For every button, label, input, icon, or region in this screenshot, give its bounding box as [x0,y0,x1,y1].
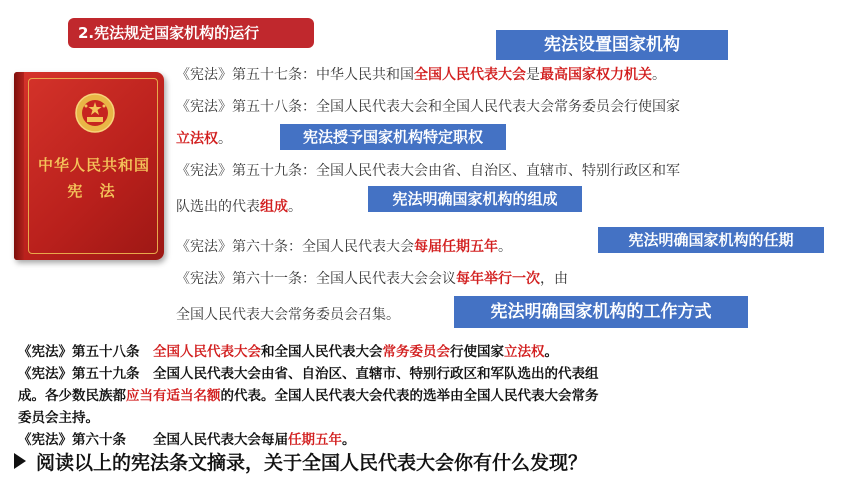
article-57-highlight-npc: 全国人民代表大会 [414,67,526,83]
article-57-prefix: 《宪法》第五十七条：中华人民共和国 [176,67,414,83]
article-60 [176,236,512,256]
tag-composition: 宪法明确国家机构的组成 [368,186,582,212]
summary-l1-legislative-power: 立法权 [504,344,545,360]
bullet-arrow-icon [14,453,26,469]
article-58-line-1: 《宪法》第五十八条：全国人民代表大会和全国人民代表大会常务委员会行使国家 [176,99,680,115]
article-57-mid: 是 [526,67,540,83]
summary-l1-end: 。 [544,344,558,360]
tag-term: 宪法明确国家机构的任期 [598,227,824,253]
book-spine [14,72,24,260]
book-subtitle: 宪 法 [67,182,121,200]
article-57-highlight-power: 最高国家权力机关 [540,67,652,83]
summary-l5-a: 《宪法》第六十条 全国人民代表大会每届 [18,432,288,448]
summary-l5-term: 任期五年 [288,432,342,448]
summary-line-5 [18,428,356,448]
summary-line-1 [18,340,558,360]
book-title: 中华人民共和国 [37,156,150,174]
summary-l1-npc: 全国人民代表大会 [153,344,261,360]
article-59-end: 。 [288,199,302,215]
article-59-line-1: 《宪法》第五十九条：全国人民代表大会由省、自治区、直辖市、特别行政区和军 [176,163,680,179]
summary-line-2: 《宪法》第五十九条 全国人民代表大会由省、自治区、直辖市、特别行政区和军队选出的代表组 [18,366,599,382]
article-61-line-2: 全国人民代表大会常务委员会召集。 [176,307,400,323]
discussion-question: 阅读以上的宪法条文摘录，关于全国人民代表大会你有什么发现？ [36,452,588,474]
article-57-end: 。 [652,67,666,83]
national-emblem-icon [74,92,116,134]
summary-l5-end: 。 [342,432,356,448]
tag-grant-powers: 宪法授予国家机构特定职权 [280,124,506,150]
article-61-line-1 [176,268,568,288]
article-59-line-2-prefix: 队选出的代表 [176,199,260,215]
summary-l1-e: 行使国家 [450,344,504,360]
summary-l3-a: 成。各少数民族都 [18,388,126,404]
article-61-end: ，由 [540,271,568,287]
tag-set-up-organs: 宪法设置国家机构 [496,30,728,60]
article-60-highlight: 每届任期五年 [414,239,498,255]
constitution-book-image [14,72,164,260]
article-59-highlight: 组成 [260,199,288,215]
article-59-line-2 [176,196,302,216]
summary-l3-quota: 应当有适当名额 [126,388,221,404]
article-60-prefix: 《宪法》第六十条：全国人民代表大会 [176,239,414,255]
summary-l1-a: 《宪法》第五十八条 [18,344,153,360]
summary-l3-c: 的代表。全国人民代表大会代表的选举由全国人民代表大会常务 [220,388,599,404]
article-60-end: 。 [498,239,512,255]
article-58-end: 。 [218,131,232,147]
tag-working-method: 宪法明确国家机构的工作方式 [454,296,748,328]
article-58-highlight: 立法权 [176,131,218,147]
article-61-prefix: 《宪法》第六十一条：全国人民代表大会会议 [176,271,456,287]
summary-l1-standing-committee: 常务委员会 [382,344,450,360]
section-title: 2.宪法规定国家机构的运行 [68,18,314,48]
article-61-highlight: 每年举行一次 [456,271,540,287]
summary-line-4: 委员会主持。 [18,410,99,426]
article-57 [176,64,666,84]
summary-line-3 [18,384,599,404]
article-58-line-2 [176,128,232,148]
summary-l1-c: 和全国人民代表大会 [261,344,383,360]
